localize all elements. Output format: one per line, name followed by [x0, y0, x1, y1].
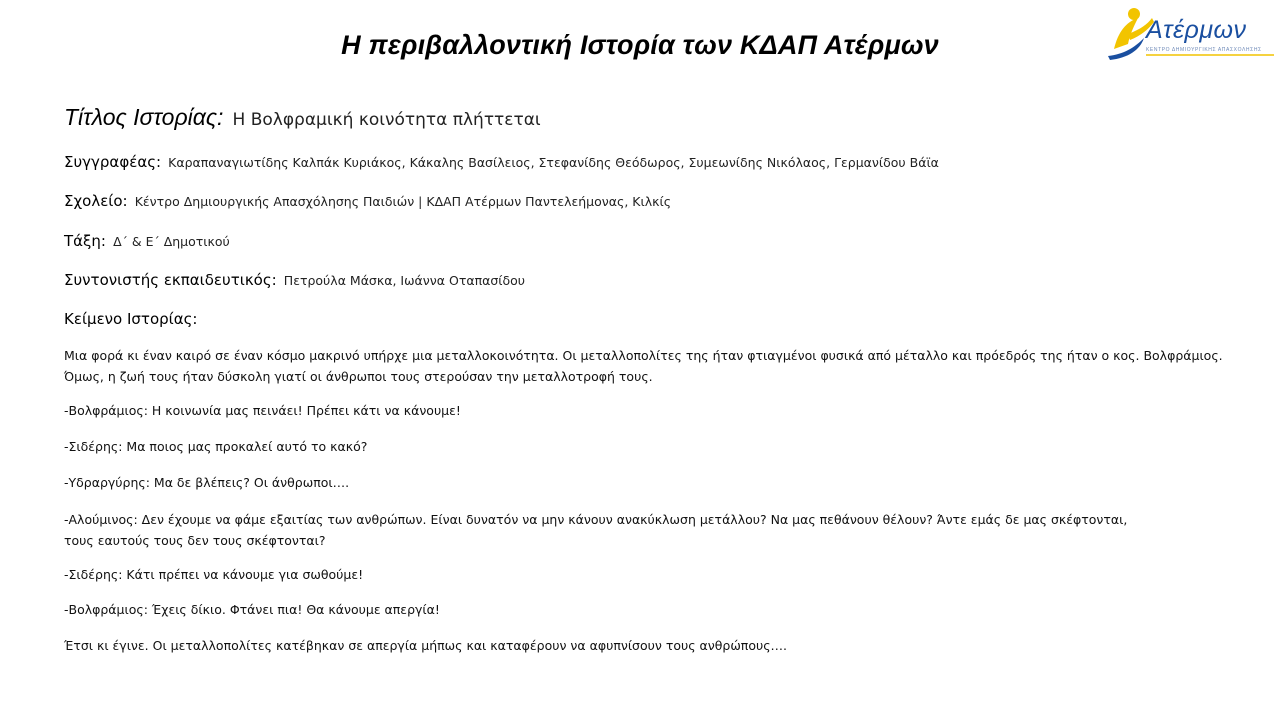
story-paragraph-8: Έτσι κι έγινε. Οι μεταλλοπολίτες κατέβηκαν σε απεργία μήπως και καταφέρουν να αφυπνίσουν τους ανθρώπους….	[64, 638, 788, 653]
story-line: τους εαυτούς τους δεν τους σκέφτονται?	[64, 533, 326, 548]
grade-label: Τάξη:	[64, 232, 106, 250]
story-paragraph-3: -Σιδέρης: Μα ποιος μας προκαλεί αυτό το κακό?	[64, 439, 368, 454]
story-paragraph-2: -Βολφράμιος: Η κοινωνία μας πεινάει! Πρέπει κάτι να κάνουμε!	[64, 403, 461, 418]
story-line: Μια φορά κι έναν καιρό σε έναν κόσμο μακρινό υπήρχε μια μεταλλοκοινότητα. Οι μεταλλοπολίτες της ήταν φτιαγμένοι φυσικά από μέταλλο και πρόεδρός της ήταν ο κος. Βολφράμιος.	[64, 348, 1223, 363]
school-label: Σχολείο:	[64, 192, 128, 210]
authors-value: Καραπαναγιωτίδης Καλπάκ Κυριάκος, Κάκαλης Βασίλειος, Στεφανίδης Θεόδωρος, Συμεωνίδης Νικόλαος, Γερμανίδου Βάϊα	[168, 155, 939, 170]
logo-text: Ατέρμων	[1146, 16, 1247, 44]
story-paragraph-4: -Υδραργύρης: Μα δε βλέπεις? Οι άνθρωποι….	[64, 475, 350, 490]
grade-row	[64, 231, 230, 250]
story-text-heading-row	[64, 309, 197, 328]
story-title-value: Η Βολφραμική κοινότητα πλήττεται	[232, 110, 541, 130]
story-line: Όμως, η ζωή τους ήταν δύσκολη γιατί οι άνθρωποι τους στερούσαν την μεταλλοτροφή τους.	[64, 369, 653, 384]
logo-subtext: ΚΕΝΤΡΟ ΔΗΜΙΟΥΡΓΙΚΗΣ ΑΠΑΣΧΟΛΗΣΗΣ	[1146, 47, 1262, 53]
story-line: -Αλούμινος: Δεν έχουμε να φάμε εξαιτίας των ανθρώπων. Είναι δυνατόν να μην κάνουν ανακύκλωση μετάλλου? Να μας πεθάνουν θέλουν? Άντε εμάς δε μας σκέφτονται,	[64, 512, 1128, 527]
school-value: Κέντρο Δημιουργικής Απασχόλησης Παιδιών | ΚΔΑΠ Ατέρμων Παντελεήμονας, Κιλκίς	[134, 194, 672, 209]
coordinator-value: Πετρούλα Μάσκα, Ιωάννα Οταπασίδου	[283, 273, 526, 288]
school-row	[64, 191, 671, 210]
coordinator-row	[64, 270, 525, 289]
story-paragraph-5	[64, 509, 1127, 551]
story-title-row	[64, 104, 541, 131]
story-paragraph-6: -Σιδέρης: Κάτι πρέπει να κάνουμε για σωθούμε!	[64, 567, 364, 582]
story-text-label: Κείμενο Ιστορίας:	[64, 310, 198, 328]
coordinator-label: Συντονιστής εκπαιδευτικός:	[64, 271, 277, 289]
story-paragraph-1	[64, 345, 1223, 387]
authors-label: Συγγραφέας:	[64, 153, 162, 171]
page-title: Η περιβαλλοντική Ιστορία των ΚΔΑΠ Ατέρμων	[341, 30, 939, 60]
story-title-label: Τίτλος Ιστορίας:	[64, 104, 224, 130]
authors-row	[64, 152, 939, 171]
grade-value: Δ΄ & Ε΄ Δημοτικού	[113, 234, 230, 249]
story-paragraph-7: -Βολφράμιος: Έχεις δίκιο. Φτάνει πια! Θα κάνουμε απεργία!	[64, 602, 440, 617]
